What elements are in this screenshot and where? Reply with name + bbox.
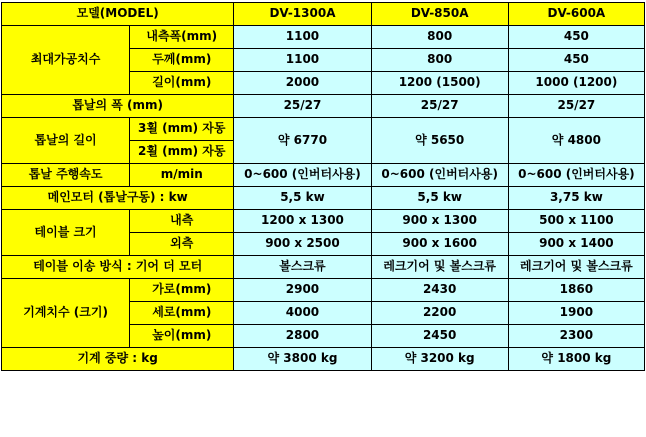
- row-sub-label: m/min: [130, 164, 234, 187]
- cell-value: 약 3200 kg: [371, 348, 508, 371]
- table-row: [2, 279, 645, 302]
- cell-value: 2800: [234, 325, 371, 348]
- cell-value: 800: [371, 26, 508, 49]
- cell-value: 1200 (1500): [371, 72, 508, 95]
- row-group-label: 기계 중량 : kg: [2, 348, 234, 371]
- cell-value: 1100: [234, 26, 371, 49]
- table-row: [2, 348, 645, 371]
- cell-value: 0~600 (인버터사용): [234, 164, 371, 187]
- header-model-1: DV-1300A: [234, 3, 371, 26]
- row-sub-label: 내측: [130, 210, 234, 233]
- cell-value: 5,5 kw: [371, 187, 508, 210]
- specification-table: [1, 2, 645, 371]
- table-row: [2, 95, 645, 118]
- cell-value: 3,75 kw: [508, 187, 644, 210]
- table-row: [2, 210, 645, 233]
- row-group-label: 톱날의 길이: [2, 118, 130, 164]
- cell-value: 2000: [234, 72, 371, 95]
- table-row: [2, 26, 645, 49]
- cell-value: 1200 x 1300: [234, 210, 371, 233]
- header-model-label: 모델(MODEL): [2, 3, 234, 26]
- row-sub-label: 높이(mm): [130, 325, 234, 348]
- cell-value: 450: [508, 49, 644, 72]
- cell-value: 4000: [234, 302, 371, 325]
- row-sub-label: 세로(mm): [130, 302, 234, 325]
- header-model-3: DV-600A: [508, 3, 644, 26]
- cell-value: 500 x 1100: [508, 210, 644, 233]
- table-header-row: [2, 3, 645, 26]
- row-group-label: 기계치수 (크기): [2, 279, 130, 348]
- cell-value: 25/27: [234, 95, 371, 118]
- row-sub-label: 외측: [130, 233, 234, 256]
- cell-value: 1860: [508, 279, 644, 302]
- row-group-label: 톱날 주행속도: [2, 164, 130, 187]
- cell-value: 25/27: [371, 95, 508, 118]
- cell-value: 2430: [371, 279, 508, 302]
- row-group-label: 테이블 이송 방식 : 기어 더 모터: [2, 256, 234, 279]
- row-group-label: 테이블 크기: [2, 210, 130, 256]
- row-sub-label: 3횔 (mm) 자동: [130, 118, 234, 141]
- cell-value: 레크기어 및 볼스크류: [371, 256, 508, 279]
- cell-value: 2900: [234, 279, 371, 302]
- cell-value: 900 x 1300: [371, 210, 508, 233]
- cell-value: 2300: [508, 325, 644, 348]
- table-row: [2, 164, 645, 187]
- cell-value: 약 3800 kg: [234, 348, 371, 371]
- row-sub-label: 두께(mm): [130, 49, 234, 72]
- row-group-label: 톱날의 폭 (mm): [2, 95, 234, 118]
- cell-value: 2200: [371, 302, 508, 325]
- cell-value: 1900: [508, 302, 644, 325]
- cell-value: 2450: [371, 325, 508, 348]
- cell-value: 900 x 2500: [234, 233, 371, 256]
- table-row: [2, 256, 645, 279]
- cell-value: 900 x 1400: [508, 233, 644, 256]
- row-group-label: 메인모터 (톱날구동) : kw: [2, 187, 234, 210]
- cell-value: 900 x 1600: [371, 233, 508, 256]
- header-model-2: DV-850A: [371, 3, 508, 26]
- row-sub-label: 2횔 (mm) 자동: [130, 141, 234, 164]
- row-sub-label: 가로(mm): [130, 279, 234, 302]
- row-sub-label: 길이(mm): [130, 72, 234, 95]
- cell-value: 0~600 (인버터사용): [371, 164, 508, 187]
- cell-value: 450: [508, 26, 644, 49]
- cell-value: 약 5650: [371, 118, 508, 164]
- cell-value: 볼스크류: [234, 256, 371, 279]
- cell-value: 레크기어 및 볼스크류: [508, 256, 644, 279]
- cell-value: 약 1800 kg: [508, 348, 644, 371]
- cell-value: 약 4800: [508, 118, 644, 164]
- cell-value: 25/27: [508, 95, 644, 118]
- row-group-label: 최대가공치수: [2, 26, 130, 95]
- table-row: [2, 187, 645, 210]
- table-row: [2, 118, 645, 141]
- cell-value: 800: [371, 49, 508, 72]
- row-sub-label: 내측폭(mm): [130, 26, 234, 49]
- cell-value: 1100: [234, 49, 371, 72]
- cell-value: 약 6770: [234, 118, 371, 164]
- cell-value: 0~600 (인버터사용): [508, 164, 644, 187]
- cell-value: 5,5 kw: [234, 187, 371, 210]
- cell-value: 1000 (1200): [508, 72, 644, 95]
